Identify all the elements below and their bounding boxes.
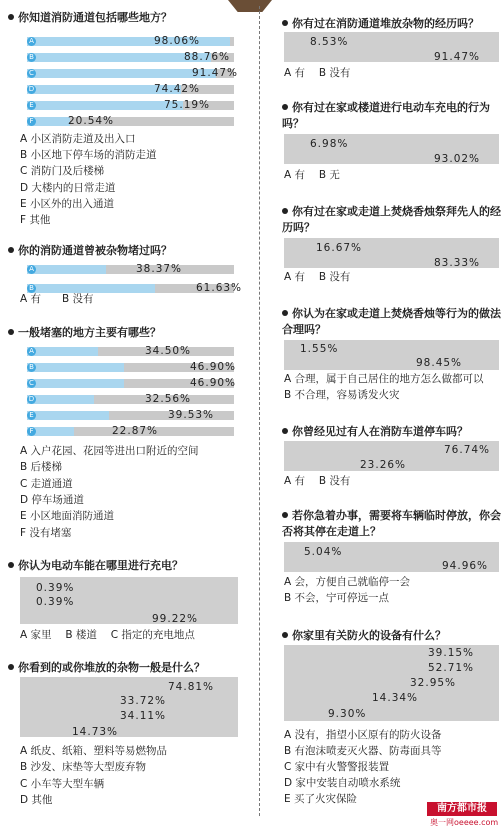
- option-letter-icon: B: [27, 363, 36, 372]
- answer-value: 83.33%: [434, 257, 481, 269]
- question-title: 你有过在消防通道堆放杂物的经历吗？: [282, 16, 502, 32]
- bullet-icon: [8, 562, 14, 568]
- bar-value-label: 39.53%: [168, 409, 215, 421]
- column-divider: [259, 6, 260, 816]
- option-text: D 停车场通道: [20, 493, 84, 506]
- option-text: A 家里 B 楼道 C 指定的充电地点: [20, 629, 195, 641]
- answer-value: 94.96%: [442, 560, 489, 572]
- bar-value-label: 46.90%: [190, 377, 237, 389]
- answer-value: 0.39%: [36, 596, 75, 608]
- bar-fill: [27, 69, 216, 78]
- bar-value-label: 32.56%: [145, 393, 192, 405]
- option-text: A 有 B 没有: [284, 271, 351, 283]
- bullet-icon: [8, 664, 14, 670]
- option-letter-icon: D: [28, 395, 35, 403]
- answer-value: 52.71%: [428, 662, 475, 674]
- answer-value: 39.15%: [428, 647, 475, 659]
- option-text: A 有 B 没有: [284, 67, 351, 79]
- option-text: A 有 B 无: [284, 169, 340, 181]
- option-text: C 走道通道: [20, 477, 73, 490]
- option-text: C 家中有火警警报装置: [284, 761, 390, 773]
- bar-value-label: 98.06%: [154, 35, 201, 47]
- bar-track: [27, 117, 234, 126]
- answer-value: 16.67%: [316, 242, 363, 254]
- answer-value: 93.02%: [434, 153, 481, 165]
- answer-value: 74.81%: [168, 681, 215, 693]
- bar-value-label: 46.90%: [190, 361, 237, 373]
- option-text: A 合理，属于自己居住的地方怎么做都可以: [284, 373, 484, 385]
- bar-fill: [27, 411, 109, 420]
- option-text: A 有 B 没有: [284, 475, 351, 487]
- option-text: D 家中安装自动喷水系统: [284, 777, 401, 789]
- option-text: B 不合理，容易诱发火灾: [284, 389, 400, 401]
- option-text: B 后楼梯: [20, 461, 63, 474]
- question-title: 你曾经见过有人在消防车道停车吗？: [282, 424, 502, 440]
- option-letter-icon: E: [27, 411, 36, 420]
- bar-fill: [27, 363, 124, 372]
- option-text: B 不会，宁可停远一点: [284, 592, 390, 604]
- option-letter-icon: A: [27, 347, 36, 356]
- answer-value: 14.73%: [72, 726, 119, 738]
- bar-value-label: 74.42%: [154, 83, 201, 95]
- answer-value: 9.30%: [328, 708, 367, 720]
- bar-track: [27, 395, 234, 404]
- answer-value: 0.39%: [36, 582, 75, 594]
- bullet-icon: [282, 310, 288, 316]
- bar-track: [27, 85, 234, 94]
- bar-track: [27, 37, 234, 46]
- bar-value-label: 75.19%: [164, 99, 211, 111]
- bullet-icon: [8, 14, 14, 20]
- bar-value-label: 38.37%: [136, 263, 183, 275]
- option-text: B 有泡沫喷麦灭火器、防毒面具等: [284, 745, 442, 757]
- answer-value: 6.98%: [310, 138, 349, 150]
- answer-value: 5.04%: [304, 546, 343, 558]
- option-text: D 其他: [20, 793, 53, 806]
- bar-fill: [27, 347, 98, 356]
- option-text: C 小车等大型车辆: [20, 777, 105, 790]
- bar-value-label: 34.50%: [145, 345, 192, 357]
- option-text: F 没有堵塞: [20, 526, 72, 539]
- bar-track: [27, 265, 234, 274]
- answer-value: 76.74%: [444, 444, 491, 456]
- option-letter-icon: B: [27, 53, 36, 62]
- bullet-icon: [282, 428, 288, 434]
- answer-value: 14.34%: [372, 692, 419, 704]
- answer-value: 8.53%: [310, 36, 349, 48]
- question-title: 你认为在家或走道上焚烧香烛等行为的做法合理吗？: [282, 307, 501, 336]
- option-text: A 会，方便自己就临停一会: [284, 576, 411, 588]
- answer-value: 23.26%: [360, 459, 407, 471]
- bar-value-label: 88.76%: [184, 51, 231, 63]
- bar-fill: [27, 379, 124, 388]
- newspaper-logo: 南方都市报: [427, 802, 497, 816]
- option-text: B 小区地下停车场的消防走道: [20, 149, 157, 162]
- option-letter-icon: A: [27, 265, 36, 274]
- bullet-icon: [8, 247, 14, 253]
- answer-value: 99.22%: [152, 613, 199, 625]
- option-text: E 小区外的出入通道: [20, 197, 114, 210]
- answer-value: 91.47%: [434, 51, 481, 63]
- question-title: 你有过在家或走道上焚烧香烛祭拜先人的经历吗？: [282, 205, 501, 234]
- question-title: 你看到的或你堆放的杂物一般是什么？: [8, 660, 252, 676]
- question-title: 你认为电动车能在哪里进行充电？: [8, 558, 252, 574]
- bar-fill: [27, 265, 106, 274]
- option-text: C 消防门及后楼梯: [20, 165, 105, 178]
- question-title: 你的消防通道曾被杂物堵过吗？: [8, 243, 252, 259]
- option-letter-icon: B: [27, 284, 36, 293]
- answer-value: 32.95%: [410, 677, 457, 689]
- bar-track: [27, 347, 234, 356]
- option-letter-icon: E: [27, 101, 36, 110]
- bullet-icon: [282, 104, 288, 110]
- question-title: 若你急着办事，需要将车辆临时停放，你会否将其停在走道上？: [282, 509, 501, 538]
- option-letter-icon: C: [27, 69, 36, 78]
- option-text: D 大楼内的日常走道: [20, 181, 116, 194]
- option-letter-icon: D: [28, 85, 35, 93]
- option-letter-icon: F: [27, 427, 36, 436]
- option-letter-icon: C: [27, 379, 36, 388]
- bar-value-label: 91.47%: [192, 67, 239, 79]
- question-title: 你有过在家或楼道进行电动车充电的行为吗？: [282, 101, 490, 130]
- option-letter-icon: A: [27, 37, 36, 46]
- bullet-icon: [282, 208, 288, 214]
- answer-value: 33.72%: [120, 695, 167, 707]
- option-text: A 没有，指望小区原有的防火设备: [284, 729, 442, 741]
- site-watermark: 奥一网oeeee.com: [430, 818, 499, 827]
- question-title: 你知道消防通道包括哪些地方？: [8, 10, 252, 26]
- bar-value-label: 61.63%: [196, 282, 243, 294]
- bar-value-label: 20.54%: [68, 115, 115, 127]
- option-text: A 入户花园、花园等进出口附近的空间: [20, 445, 199, 457]
- question-title: 你家里有关防火的设备有什么？: [282, 628, 502, 644]
- answer-value: 98.45%: [416, 357, 463, 369]
- option-text: F 其他: [20, 214, 51, 226]
- bullet-icon: [8, 329, 14, 335]
- option-text: E 小区地面消防通道: [20, 510, 114, 523]
- option-text: A 小区消防走道及出入口: [20, 133, 136, 145]
- bullet-icon: [282, 20, 288, 26]
- bar-fill: [27, 395, 94, 404]
- option-text: B 沙发、床垫等大型废弃物: [20, 761, 147, 774]
- question-title: 一般堵塞的地方主要有哪些？: [8, 325, 252, 341]
- answer-value: 34.11%: [120, 710, 167, 722]
- option-letter-icon: F: [27, 117, 36, 126]
- bullet-icon: [282, 632, 288, 638]
- option-text: E 买了火灾保险: [284, 793, 357, 805]
- option-text: A 纸皮、纸箱、塑料等易燃物品: [20, 745, 168, 757]
- answer-value: 1.55%: [300, 343, 339, 355]
- bar-fill: [27, 101, 183, 110]
- bar-value-label: 22.87%: [112, 425, 159, 437]
- option-text: A 有 B 没有: [20, 293, 94, 305]
- bullet-icon: [282, 512, 288, 518]
